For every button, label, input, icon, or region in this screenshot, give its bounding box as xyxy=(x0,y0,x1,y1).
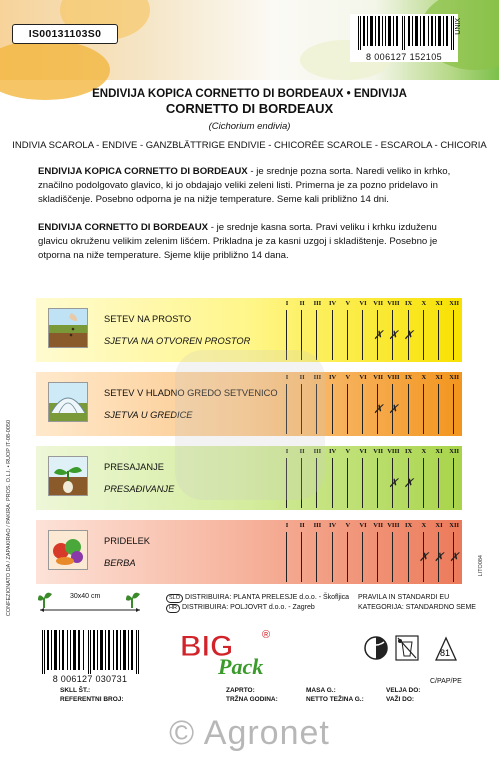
month-divider xyxy=(347,310,348,360)
month-column xyxy=(326,520,340,584)
rules-line-2: KATEGORIJA: STANDARDNO SEME xyxy=(358,604,476,611)
month-label: XI xyxy=(435,374,443,381)
month-label: I xyxy=(285,374,289,381)
fields-masa xyxy=(306,686,364,704)
month-column xyxy=(295,520,309,584)
row-label: SETEV V HLADNO GREDO SETVENICO xyxy=(104,388,278,398)
month-divider xyxy=(453,458,454,508)
month-column xyxy=(447,372,461,436)
month-mark: ✗ xyxy=(418,550,429,564)
month-divider xyxy=(332,384,333,434)
month-mark: ✗ xyxy=(388,402,399,416)
month-divider xyxy=(347,458,348,508)
month-column xyxy=(432,520,446,584)
month-column xyxy=(371,298,385,362)
month-label: III xyxy=(313,300,322,307)
month-divider xyxy=(286,532,287,582)
field-vazi: VAŽI DO: xyxy=(386,696,415,703)
month-column xyxy=(386,520,400,584)
row-label-secondary: PRESAĐIVANJE xyxy=(104,484,175,494)
desc2-text: - je srednje kasna sorta. Pravi veliku i krhku izduženu glavicu okruženu velikim zelenim lišćem. Prikladna je za kasni uzgoj i skladištenje. Posebno je otporna na niže temperature. Sjeme klije približno 14 dana. xyxy=(38,222,438,261)
month-mark: ✗ xyxy=(373,328,384,342)
month-label: VIII xyxy=(387,448,400,455)
logo-big: BIG xyxy=(180,630,234,663)
month-mark: ✗ xyxy=(434,550,445,564)
month-label: III xyxy=(313,522,322,529)
month-label: IX xyxy=(404,300,413,307)
recycle-icon xyxy=(436,638,456,660)
desc1-text: - je srednje pozna sorta. Naredi veliko in krhko, značilno podolgovato glavico, ki jo obdajajo veliki zeleni listi. Primerna je za pozno pridelavo in skladiščenje. Posebno odporna je na nižje temperature. Seme kali približno 14 dni. xyxy=(38,166,451,205)
month-label: VII xyxy=(373,300,384,307)
month-label: III xyxy=(313,448,322,455)
month-label: V xyxy=(345,300,351,307)
month-column xyxy=(402,372,416,436)
month-divider xyxy=(347,532,348,582)
month-divider xyxy=(316,532,317,582)
title-line-1: ENDIVIJA KOPICA CORNETTO DI BORDEAUX • ENDIVIJA xyxy=(92,88,407,100)
fields-skll xyxy=(60,686,124,704)
month-divider xyxy=(392,532,393,582)
unix-label: UNIX xyxy=(455,18,462,35)
month-column xyxy=(341,372,355,436)
month-column xyxy=(371,520,385,584)
month-column xyxy=(356,372,370,436)
month-label: II xyxy=(299,374,305,381)
month-column xyxy=(280,520,294,584)
month-column xyxy=(447,298,461,362)
month-divider xyxy=(362,458,363,508)
month-label: I xyxy=(285,448,289,455)
transplant-icon xyxy=(48,456,88,496)
month-label: VI xyxy=(359,300,367,307)
month-label: V xyxy=(345,374,351,381)
month-divider xyxy=(423,384,424,434)
month-label: XII xyxy=(449,522,460,529)
month-column xyxy=(432,446,446,510)
month-label: XI xyxy=(435,448,443,455)
bottom-barcode-number: 8 006127 030731 xyxy=(52,674,128,684)
bottom-barcode-bars xyxy=(36,630,144,674)
month-divider xyxy=(423,310,424,360)
month-label: VI xyxy=(359,374,367,381)
month-divider xyxy=(453,310,454,360)
month-label: II xyxy=(299,300,305,307)
month-label: VII xyxy=(373,374,384,381)
month-label: XI xyxy=(435,522,443,529)
watermark-text: © Agronet xyxy=(169,714,330,752)
row-label-secondary: SJETVA U GREDICE xyxy=(104,410,193,420)
month-divider xyxy=(438,458,439,508)
distribution-info xyxy=(166,593,349,613)
month-divider xyxy=(362,384,363,434)
month-divider xyxy=(408,532,409,582)
month-divider xyxy=(438,310,439,360)
month-label: VIII xyxy=(387,522,400,529)
month-column xyxy=(341,446,355,510)
field-velja: VELJA DO: xyxy=(386,687,421,694)
side-text-left: CONFEZIONATO DA / ZAPAKIRAO / PAKIRA: PROS. O.L.I. • RUOP IT-08-0050 xyxy=(6,420,12,617)
month-label: I xyxy=(285,522,289,529)
tag-hr: HR xyxy=(166,604,180,613)
month-label: VIII xyxy=(387,374,400,381)
distribution-hr xyxy=(166,603,349,613)
month-columns xyxy=(280,520,462,584)
top-barcode-number: 8 006127 152105 xyxy=(365,52,443,62)
month-label: VI xyxy=(359,448,367,455)
month-label: IX xyxy=(404,522,413,529)
spacing-text: 30x40 cm xyxy=(70,593,101,600)
month-mark: ✗ xyxy=(403,328,414,342)
month-label: IV xyxy=(328,522,337,529)
rules-line-1: PRAVILA IN STANDARDI EU xyxy=(358,594,450,601)
month-label: XII xyxy=(449,300,460,307)
month-mark: ✗ xyxy=(449,550,460,564)
month-label: VIII xyxy=(387,300,400,307)
month-divider xyxy=(438,384,439,434)
outdoor-sowing-icon xyxy=(48,308,88,348)
recycle-code: 81 xyxy=(440,648,451,658)
month-column xyxy=(326,298,340,362)
field-ref: REFERENTNI BROJ: xyxy=(60,696,124,703)
month-label: XI xyxy=(435,300,443,307)
month-divider xyxy=(423,458,424,508)
month-label: V xyxy=(345,522,351,529)
month-mark: ✗ xyxy=(388,476,399,490)
month-label: IX xyxy=(404,374,413,381)
month-label: II xyxy=(299,448,305,455)
row-label: SETEV NA PROSTO xyxy=(104,314,192,324)
month-column xyxy=(326,372,340,436)
barcode-bars xyxy=(358,16,454,50)
recycle-material: C/PAP/PE xyxy=(430,678,462,685)
top-barcode xyxy=(350,14,458,62)
row-label-secondary: BERBA xyxy=(104,558,136,568)
month-label: X xyxy=(421,448,427,455)
names-line: INDIVIA SCAROLA - ENDIVE - GANZBLÄTTRIGE ENDIVIE - CHICORÉE SCAROLE - ESCAROLA - CHICORIA xyxy=(12,140,487,151)
month-column xyxy=(417,298,431,362)
month-label: X xyxy=(421,300,427,307)
month-label: IV xyxy=(328,448,337,455)
month-label: VII xyxy=(373,522,384,529)
month-column xyxy=(417,446,431,510)
logo-pack: Pack xyxy=(218,654,264,678)
month-column xyxy=(402,298,416,362)
field-trzna: TRŽNA GODINA: xyxy=(226,696,278,703)
month-column xyxy=(356,298,370,362)
month-mark: ✗ xyxy=(388,328,399,342)
month-column xyxy=(447,446,461,510)
month-label: II xyxy=(299,522,305,529)
month-column xyxy=(417,520,431,584)
recycling-symbols xyxy=(364,630,474,680)
month-label: V xyxy=(345,448,351,455)
month-column xyxy=(432,372,446,436)
bottom-barcode xyxy=(36,630,144,688)
distribution-slo xyxy=(166,593,349,603)
month-divider xyxy=(316,310,317,360)
eu-rules xyxy=(358,593,476,613)
month-column xyxy=(402,520,416,584)
month-column xyxy=(417,372,431,436)
month-label: X xyxy=(421,522,427,529)
month-label: I xyxy=(285,300,289,307)
month-label: III xyxy=(313,374,322,381)
field-masa: MASA G.: xyxy=(306,687,336,694)
logo-reg: ® xyxy=(262,629,271,641)
month-label: VII xyxy=(373,448,384,455)
desc2-bold: ENDIVIJA CORNETTO DI BORDEAUX xyxy=(38,222,209,233)
harvest-icon xyxy=(48,530,88,570)
bigpack-logo xyxy=(178,626,288,678)
tag-slo: SLO xyxy=(166,594,183,603)
watermark-logo xyxy=(175,350,325,500)
distribution-hr-text: DISTRIBUIRA: POLJOVRT d.o.o. - Zagreb xyxy=(181,604,315,611)
month-column xyxy=(402,446,416,510)
month-label: X xyxy=(421,374,427,381)
description-croatian xyxy=(38,221,462,263)
month-column xyxy=(356,446,370,510)
month-divider xyxy=(332,458,333,508)
month-column xyxy=(341,298,355,362)
month-label: XII xyxy=(449,448,460,455)
description-slovenian xyxy=(38,165,462,207)
product-code: IS00131103S0 xyxy=(12,24,118,44)
field-zaprto: ZAPRTO: xyxy=(226,687,255,694)
month-divider xyxy=(377,532,378,582)
field-neto: NETTO TEŽINA G.: xyxy=(306,696,364,703)
month-column xyxy=(371,372,385,436)
month-column xyxy=(432,298,446,362)
calendar-row xyxy=(36,520,462,584)
month-column xyxy=(326,446,340,510)
row-label: PRESAJANJE xyxy=(104,462,164,472)
month-divider xyxy=(453,384,454,434)
month-label: IX xyxy=(404,448,413,455)
month-divider xyxy=(332,532,333,582)
month-column xyxy=(341,520,355,584)
title-line-2: CORNETTO DI BORDEAUX xyxy=(165,101,334,116)
month-divider xyxy=(362,532,363,582)
desc1-bold: ENDIVIJA KOPICA CORNETTO DI BORDEAUX xyxy=(38,166,248,177)
month-column xyxy=(310,520,324,584)
field-skll: SKLL ŠT.: xyxy=(60,687,91,694)
fields-zaprto xyxy=(226,686,278,704)
month-column xyxy=(447,520,461,584)
month-divider xyxy=(347,384,348,434)
row-label: PRIDELEK xyxy=(104,536,150,546)
month-column xyxy=(386,298,400,362)
month-column xyxy=(371,446,385,510)
greenhouse-icon xyxy=(48,382,88,422)
month-label: XII xyxy=(449,374,460,381)
green-dot-icon xyxy=(365,637,387,659)
bin-icon xyxy=(396,636,418,660)
month-column xyxy=(386,372,400,436)
row-label-secondary: SJETVA NA OTVOREN PROSTOR xyxy=(104,336,251,346)
month-divider xyxy=(377,458,378,508)
fields-velja xyxy=(386,686,420,704)
side-text-right: LITO084 xyxy=(478,555,484,577)
month-column xyxy=(310,298,324,362)
month-label: IV xyxy=(328,300,337,307)
latin-name: (Cichorium endivia) xyxy=(208,121,291,132)
month-label: IV xyxy=(328,374,337,381)
month-divider xyxy=(408,384,409,434)
month-label: VI xyxy=(359,522,367,529)
month-column xyxy=(356,520,370,584)
month-divider xyxy=(301,532,302,582)
month-divider xyxy=(362,310,363,360)
plant-spacing xyxy=(36,590,144,618)
month-column xyxy=(386,446,400,510)
month-divider xyxy=(332,310,333,360)
month-mark: ✗ xyxy=(373,402,384,416)
distribution-slo-text: DISTRIBUIRA: PLANTA PRELESJE d.o.o. - Škofljica xyxy=(185,594,350,601)
month-mark: ✗ xyxy=(403,476,414,490)
